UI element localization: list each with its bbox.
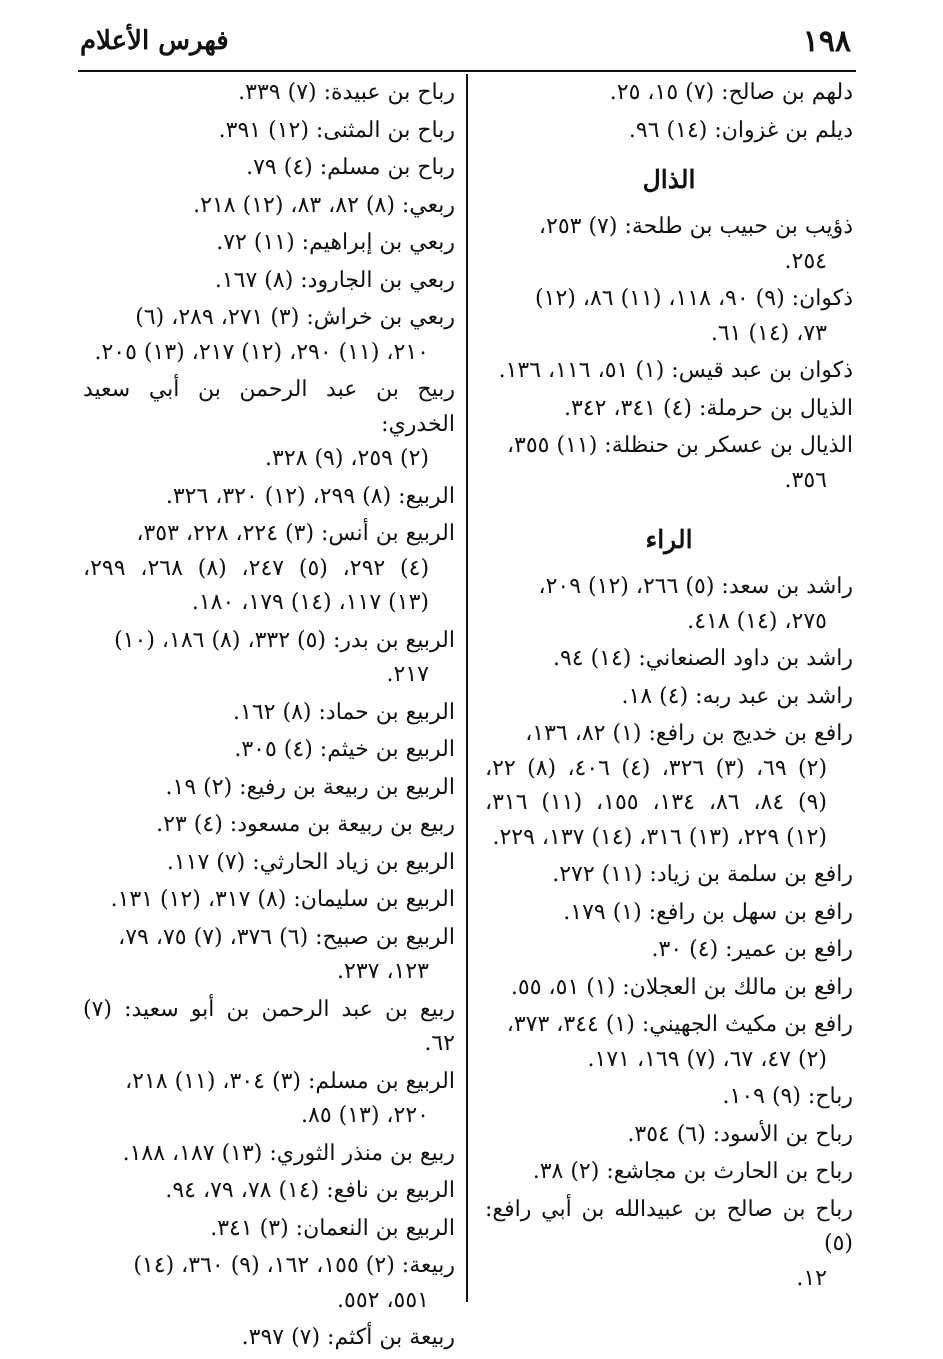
header-rule: [78, 70, 856, 72]
index-entry-text: راشد بن عبد ربه: (٤) ١٨.: [621, 683, 853, 709]
index-entry-text: دلهم بن صالح: (٧) ١٥، ٢٥.: [609, 80, 853, 105]
index-entry: [83, 808, 455, 843]
index-entry-continuation: ٢١٠، (١١) ٢٩٠، (١٢) ٢١٧، (١٣) ٢٠٥.: [94, 339, 429, 365]
index-entry-text: ربيح بن عبد الرحمن بن أبي سعيد الخدري:: [83, 377, 455, 437]
index-entry-text: رباح بن الأسود: (٦) ٣٥٤.: [627, 1121, 853, 1147]
index-entry-text: رباح بن مسلم: (٤) ٧٩.: [246, 155, 455, 180]
index-entry: [83, 114, 455, 149]
index-entry: [485, 858, 853, 893]
index-entry: [485, 680, 853, 715]
index-entry: [485, 570, 853, 639]
index-entry-text: الربيع بن خيثم: (٤) ٣٠٥.: [234, 737, 455, 762]
index-entry-continuation: (٢) ٤٧، ٦٧، (٧) ١٦٩، ١٧١.: [587, 1046, 827, 1072]
index-entry-text: ربعي: (٨) ٨٢، ٨٣، (١٢) ٢١٨.: [193, 192, 455, 218]
index-entry-text: رافع بن مالك بن العجلان: (١) ٥١، ٥٥.: [510, 974, 853, 1000]
index-entry: [83, 373, 455, 477]
index-entry-text: رافع بن مكيث الجهيني: (١) ٣٤٤، ٣٧٣،: [506, 1012, 853, 1037]
index-entry: [485, 1155, 853, 1190]
running-title: فهرس الأعلام: [80, 26, 229, 56]
index-entry-text: ربيعة بن أكثم: (٧) ٣٩٧.: [241, 1325, 455, 1350]
index-entry-text: ربيعة: (٢) ١٥٥، ١٦٢، (٩) ٣٦٠، (١٤): [133, 1253, 455, 1278]
index-entry: [83, 883, 455, 918]
index-entry-text: ذؤيب بن حبيب بن طلحة: (٧) ٢٥٣،: [538, 214, 853, 239]
index-entry-text: الذيال بن عسكر بن حنظلة: (١١) ٣٥٥،: [506, 433, 853, 458]
index-entry-text: الربيع بن أنس: (٣) ٢٢٤، ٢٢٨، ٣٥٣،: [136, 521, 455, 546]
index-entry-text: ربيع بن عبد الرحمن بن أبو سعيد: (٧) ٦٢.: [83, 996, 455, 1056]
index-entry: [83, 696, 455, 731]
index-entry: [83, 771, 455, 806]
index-entry-continuation: (٤) ٢٩٢، (٥) ٢٤٧، (٨) ٢٦٨، ٢٩٩، (١٣) ١١٧، (١٤) ١٧٩، ١٨٠.: [83, 555, 430, 615]
index-entry-text: الربيع بن سليمان: (٨) ٣١٧، (١٢) ١٣١.: [110, 887, 455, 912]
section-heading: الذال: [642, 165, 696, 194]
index-entry-text: الربيع بن بدر: (٥) ٣٣٢، (٨) ١٨٦، (١٠): [114, 627, 455, 653]
index-entry: [485, 282, 853, 351]
section-heading: الراء: [645, 525, 693, 554]
index-entry: [485, 429, 853, 498]
index-entry: [83, 1321, 455, 1356]
index-entry-text: رافع بن سلمة بن زياد: (١١) ٢٧٢.: [552, 862, 853, 887]
index-entry-continuation: (٢) ٦٩، (٣) ٣٢٦، (٤) ٤٠٦، (٨) ٢٢، (٩) ٨٤، ٨٦، ١٣٤، ١٥٥، (١١) ٣١٦، (١٢) ٢٢٩، (١٣) ٣١٦، (١٤) ١٣٧، ٢٢٩.: [485, 755, 828, 850]
index-entry-text: رباح بن صالح بن عبيدالله بن أبي رافع: (٥): [485, 1196, 853, 1256]
index-entry: [485, 1080, 853, 1115]
index-entry-continuation: ٥٥١، ٥٥٢.: [337, 1287, 429, 1313]
index-entry: [83, 301, 455, 370]
index-entry-continuation: ٢٥٤.: [784, 248, 827, 274]
index-entry-continuation: ٢١٧.: [386, 662, 429, 687]
index-entry: [485, 210, 853, 279]
index-entry: [83, 226, 455, 261]
index-entry: [83, 517, 455, 621]
index-entry-text: رافع بن عمير: (٤) ٣٠.: [651, 937, 853, 962]
index-entry-text: راشد بن سعد: (٥) ٢٦٦، (١٢) ٢٠٩،: [538, 574, 853, 599]
index-entry-text: الربيع بن ربيعة بن رفيع: (٢) ١٩.: [165, 774, 455, 800]
index-entry-text: الربيع بن صبيح: (٦) ٣٧٦، (٧) ٧٥، ٧٩،: [118, 924, 455, 950]
index-entry-text: الذيال بن حرملة: (٤) ٣٤١، ٣٤٢.: [563, 395, 853, 421]
page-number: ١٩٨: [802, 24, 851, 59]
index-entry: [83, 480, 455, 515]
index-entry-text: ربيع بن ربيعة بن مسعود: (٤) ٢٣.: [156, 812, 455, 837]
index-entry: [485, 971, 853, 1006]
index-entry-text: رافع بن سهل بن رافع: (١) ١٧٩.: [563, 899, 853, 925]
index-entry-continuation: ٣٥٦.: [784, 467, 827, 493]
index-entry: [83, 1212, 455, 1247]
index-entry-text: راشد بن داود الصنعاني: (١٤) ٩٤.: [552, 646, 853, 671]
index-entry: [485, 76, 853, 111]
index-entry: [485, 717, 853, 855]
index-entry: [83, 1174, 455, 1209]
index-entry-continuation: (٢) ٢٥٩، (٩) ٣٢٨.: [265, 446, 429, 471]
column-divider: [466, 74, 468, 1302]
index-entry: [83, 993, 455, 1062]
index-entry-continuation: ١٢.: [796, 1265, 827, 1291]
index-entry-text: رباح بن الحارث بن مجاشع: (٢) ٣٨.: [532, 1159, 853, 1184]
index-entry-text: الربيع بن نافع: (١٤) ٧٨، ٧٩، ٩٤.: [165, 1178, 455, 1203]
index-column-right: [485, 76, 853, 1299]
index-entry-text: ذكوان بن عبد قيس: (١) ٥١، ١١٦، ١٣٦.: [498, 358, 853, 383]
index-column-left: [83, 76, 455, 1359]
index-entry-text: الربيع بن النعمان: (٣) ٣٤١.: [210, 1215, 455, 1241]
index-entry-text: ديلم بن غزوان: (١٤) ٩٦.: [628, 117, 853, 143]
index-entry: [485, 933, 853, 968]
index-entry: [83, 921, 455, 990]
index-entry-text: رباح بن المثنى: (١٢) ٣٩١.: [218, 117, 455, 143]
index-entry-text: ربعي بن خراش: (٣) ٢٧١، ٢٨٩، (٦): [135, 305, 455, 330]
index-entry: [485, 1118, 853, 1153]
index-entry-text: ربعي بن الجارود: (٨) ١٦٧.: [214, 267, 455, 293]
index-entry: [485, 1008, 853, 1077]
index-entry: [83, 1249, 455, 1318]
index-entry: [83, 624, 455, 693]
index-entry-text: الربيع بن حماد: (٨) ١٦٢.: [233, 699, 455, 725]
index-entry-continuation: ٧٣، (١٤) ٦١.: [710, 320, 827, 346]
index-entry: [485, 896, 853, 931]
index-entry-continuation: ٢٧٥، (١٤) ٤١٨.: [687, 608, 827, 634]
index-entry-text: رباح بن عبيدة: (٧) ٣٣٩.: [238, 80, 455, 105]
index-entry: [83, 733, 455, 768]
index-entry-text: ربيع بن منذر الثوري: (١٣) ١٨٧، ١٨٨.: [122, 1140, 455, 1166]
index-entry-text: ربعي بن إبراهيم: (١١) ٧٢.: [216, 230, 455, 255]
index-entry-text: رباح: (٩) ١٠٩.: [722, 1084, 853, 1109]
index-entry: [83, 846, 455, 881]
index-entry-text: الربيع: (٨) ٢٩٩، (١٢) ٣٢٠، ٣٢٦.: [165, 483, 455, 509]
index-entry-text: رافع بن خديج بن رافع: (١) ٨٢، ١٣٦،: [525, 721, 853, 746]
index-entry: [83, 1065, 455, 1134]
index-entry-text: الربيع بن زياد الحارثي: (٧) ١١٧.: [166, 849, 455, 875]
index-entry-continuation: ١٢٣، ٢٣٧.: [337, 959, 429, 984]
index-entry: [485, 392, 853, 427]
index-entry: [485, 1193, 853, 1297]
index-entry-text: الربيع بن مسلم: (٣) ٣٠٤، (١١) ٢١٨،: [125, 1068, 455, 1094]
index-entry: [485, 642, 853, 677]
index-entry: [485, 354, 853, 389]
index-entry: [83, 151, 455, 186]
index-entry: [485, 114, 853, 149]
index-entry: [83, 1137, 455, 1172]
index-entry: [83, 76, 455, 111]
index-entry: [83, 264, 455, 299]
index-entry-text: ذكوان: (٩) ٩٠، ١١٨، (١١) ٨٦، (١٢): [535, 286, 853, 311]
index-entry-continuation: ٢٢٠، (١٣) ٨٥.: [301, 1103, 429, 1128]
index-entry: [83, 189, 455, 224]
